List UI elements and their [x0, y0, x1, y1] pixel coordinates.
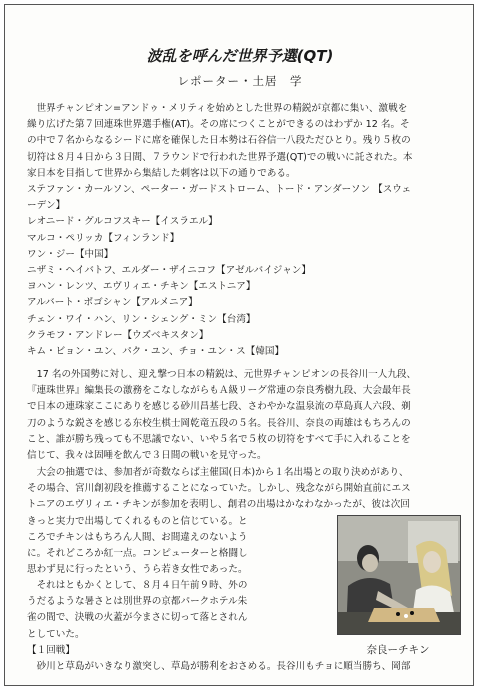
text-line: 大会の抽選では、参加者が奇数ならば主催国(日本)から１名出場との取り決めがあり、 — [36, 467, 409, 478]
photo-caption: 奈良ーチキン — [366, 644, 430, 656]
text-line: で日本の連珠家ここにありを感じる砂川昌基七段、さわやかな温泉流の草島真人六段、剃 — [27, 401, 411, 413]
player-line: ーデン】 — [27, 200, 66, 212]
text-line: としていた。 — [27, 628, 85, 640]
text-line: それはともかくとして、８月４日午前９時、外の — [36, 580, 248, 591]
text-line: の中で７名からなるシードに席を確保した日本勢は石谷信一八段ただひとり。残り５枚の — [27, 135, 411, 147]
player-line: チェン・ワイ・ハン、リン・シェング・ミン【台湾】 — [27, 313, 256, 325]
reporter-byline: レポーター・土居 学 — [177, 74, 303, 88]
text-line: 家日本を目指して世界から集結した刺客は以下の通りである。 — [27, 167, 296, 179]
player-line: ヨハン・レンツ、エヴリィエ・チキン【エストニア】 — [27, 281, 256, 293]
text-line: に。それどころか紅一点。コンピューターと格闘し — [27, 547, 248, 559]
text-line: こと、誰が勝ち残っても不思議でない、いや５名で５枚の切符をすべて手に入れることを — [27, 433, 411, 445]
round-heading: 【１回戦】 — [27, 644, 75, 656]
text-line: 刀のような鋭さを感じる东校生棋士岡乾竜五段の５名。長谷川、奈良の両雄はもちろんの — [27, 417, 411, 429]
player-line: マルコ・ペリッカ【フィンランド】 — [27, 232, 180, 244]
player-line: クラモフ・アンドレー【ウズベキスタン】 — [27, 329, 209, 341]
text-line: 17 名の外国勢に対し、迎え撃つ日本の精鋭は、元世界チャンピオンの長谷川一人九段、 — [36, 369, 417, 380]
text-line: 雀の間で、決戦の火蓋が今まさに切って落とされん — [27, 612, 248, 624]
match-photo — [337, 515, 461, 635]
text-line: 信じて、我々は固唾を飲んで３日間の戦いを見守った。 — [27, 449, 267, 461]
text-line: 思わず見に行ったという、うら若き女性であった。 — [27, 564, 248, 576]
text-line: トニアのエヴリィエ・チキンが参加を表明し、創君の出場はかなわなかったが、彼は次回 — [27, 499, 410, 511]
player-line: ニザミ・ヘイバトフ、エルダー・ザイニコフ【アゼルバイジャン】 — [27, 264, 311, 276]
paragraph-japanese-players — [27, 367, 416, 464]
player-list — [27, 182, 411, 360]
player-line: アルバート・ボゴシャン【アルメニア】 — [27, 297, 198, 309]
player-line: ワン・ジー【中国】 — [27, 248, 114, 260]
text-line: 砂川と草島がいきなり激突し、草島が勝利をおさめる。長谷川もチョに順当勝ち、岡部 — [36, 660, 411, 672]
player-line: レオニード・グルコフスキー【イスラエル】 — [27, 216, 218, 228]
text-line: 繰り広げた第７回連珠世界選手権(AT)。その席につくことができるのはわずか 12 名。そ — [27, 119, 410, 131]
match-photo-image — [338, 516, 460, 634]
text-line: 世界チャンピオン=アンドゥ・メリティを始めとした世界の精鋭が京都に集い、激戦を — [36, 103, 408, 114]
text-line: 『連珠世界』編集長の激務をこなしながらもＡ級リーグ常連の奈良秀樹九段、大会最年長 — [27, 385, 411, 397]
text-line: ころでチキンはもちろん人間、お間違えのないよう — [27, 531, 248, 543]
text-line: うだるような暑さとは別世界の京都パークホテル朱 — [27, 596, 248, 608]
intro-paragraph — [27, 101, 412, 182]
article-title: 波乱を呼んだ世界予選(QT) — [146, 47, 334, 65]
player-line: キム・ビョン・ユン、パク・ユン、チョ・ユン・ス【韓国】 — [27, 345, 285, 357]
text-line: 切符は８月４日から３日間、７ラウンドで行われた世界予選(QT)での戦いに託された。本 — [27, 151, 413, 163]
player-line: ステファン・カールソン、ペーター・ガードストローム、トード・アンダーソン 【スウェ — [27, 184, 412, 195]
document-page — [4, 4, 474, 686]
text-line: その場合、宮川創初段を推薦することになっていた。しかし、残念ながら開始直前にエス — [27, 483, 411, 495]
text-line: きっと実力で出場してくれるものと信じている。と — [27, 515, 248, 527]
